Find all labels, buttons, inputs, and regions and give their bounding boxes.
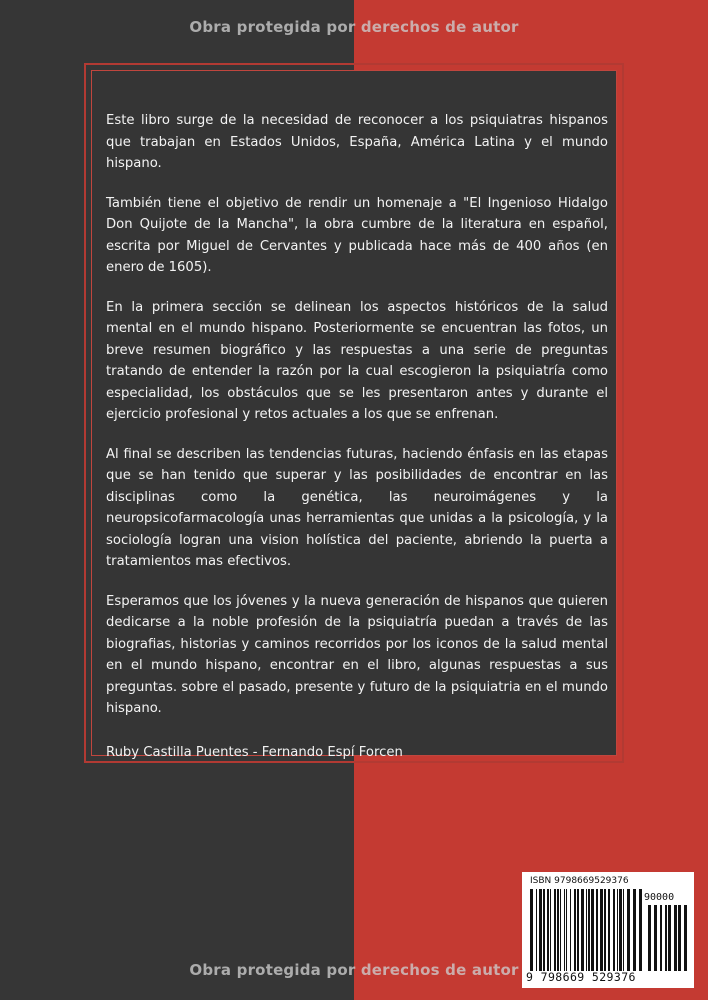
watermark-top: Obra protegida por derechos de autor [189, 18, 519, 36]
authors-line: Ruby Castilla Puentes - Fernando Espí Forcen [106, 744, 403, 760]
watermark-bottom: Obra protegida por derechos de autor [189, 961, 519, 979]
blurb-text [106, 110, 608, 781]
paragraph-4: Al final se describen las tendencias futuras, haciendo énfasis en las etapas que se han tenido que superar y las posibilidades de encontrar en las disciplinas como la genética, las neuroimágenes y la neuropsicofarmacología unas herramientas que unidas a la psicología, y la sociología logran una vision holística del paciente, abriendo la puerta a tratamientos mas efectivos. [106, 446, 608, 569]
paragraph-2: También tiene el objetivo de rendir un homenaje a "El Ingenioso Hidalgo Don Quijote de la Mancha", la obra cumbre de la literatura en español, escrita por Miguel de Cervantes y publicada hace más de 400 años (en enero de 1605). [106, 195, 608, 275]
paragraph-3: En la primera sección se delinean los aspectos históricos de la salud mental en el mundo hispano. Posteriormente se encuentran las fotos, un breve resumen biográfico y las respuestas a una serie de preguntas tratando de entender la razón por la cual escogieron la psiquiatría como especialidad, los obstáculos que se les presentaron antes y durante el ejercicio profesional y retos actuales a los que se enfrenan. [106, 299, 608, 422]
barcode-digits: 9 798669 529376 [526, 970, 636, 984]
paragraph-1: Este libro surge de la necesidad de reconocer a los psiquiatras hispanos que trabajan en Estados Unidos, España, América Latina y el mundo hispano. [106, 113, 608, 171]
price-code: 90000 [644, 892, 675, 903]
isbn-label: ISBN 9798669529376 [530, 876, 629, 886]
barcode-bars-icon [530, 889, 642, 971]
paragraph-5: Esperamos que los jóvenes y la nueva generación de hispanos que quieren dedicarse a la noble profesión de la psiquiatría puedan a través de las biografias, historias y caminos recorridos por los iconos de la salud mental en el mundo hispano, encontrar en el libro, algunas respuestas a sus preguntas. sobre el pasado, presente y futuro de la psiquiatria en el mundo hispano. [106, 593, 608, 716]
